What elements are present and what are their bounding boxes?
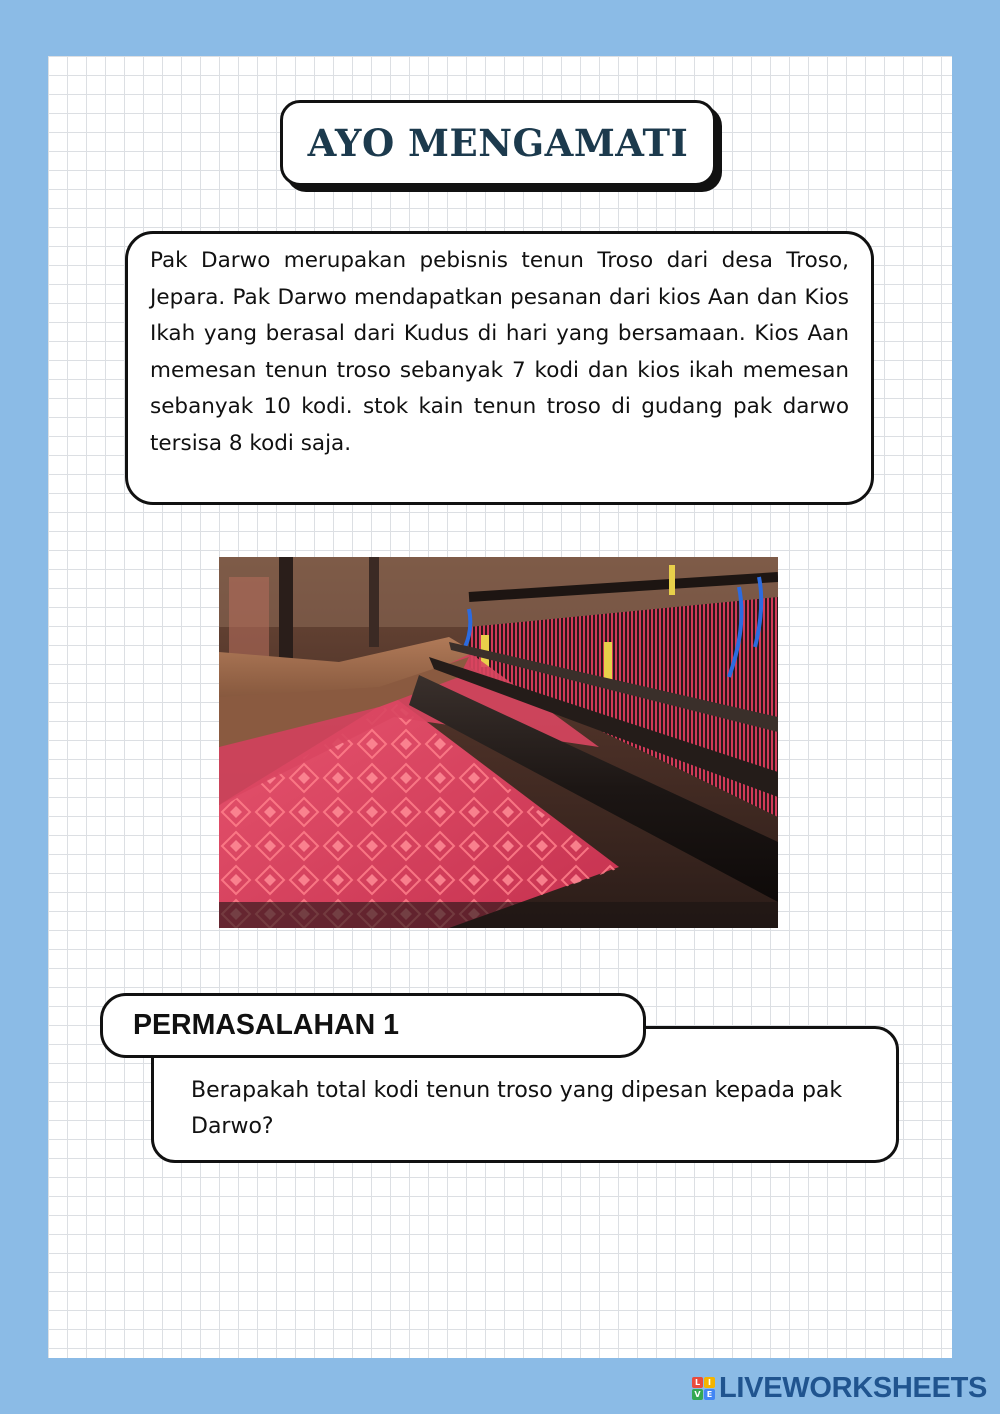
weaving-loom-photo: [219, 557, 778, 928]
logo-letter: L: [692, 1377, 703, 1388]
problem-label: PERMASALAHAN 1: [133, 1009, 400, 1041]
logo-letter: E: [704, 1389, 715, 1400]
brand-name: LIVEWORKSHEETS: [719, 1371, 988, 1404]
story-text: Pak Darwo merupakan pebisnis tenun Troso dari desa Troso, Jepara. Pak Darwo mendapatkan pesanan dari kios Aan dan Kios Ikah yang berasal dari Kudus di hari yang bersamaan. Kios Aan memesan tenun troso sebanyak 7 kodi dan kios ikah memesan sebanyak 10 kodi. stok kain tenun troso di gudang pak darwo tersisa 8 kodi saja.: [150, 248, 849, 456]
title-banner: [280, 100, 716, 186]
logo-letter: I: [704, 1377, 715, 1388]
story-card: [125, 231, 874, 505]
liveworksheets-brand[interactable]: [692, 1370, 992, 1406]
logo-letter: V: [692, 1389, 703, 1400]
page-title: AYO MENGAMATI: [307, 121, 689, 165]
question-text: Berapakah total kodi tenun troso yang dipesan kepada pak Darwo?: [191, 1078, 843, 1139]
liveworksheets-logo-icon: [692, 1377, 715, 1400]
problem-label-tab: [100, 993, 646, 1058]
